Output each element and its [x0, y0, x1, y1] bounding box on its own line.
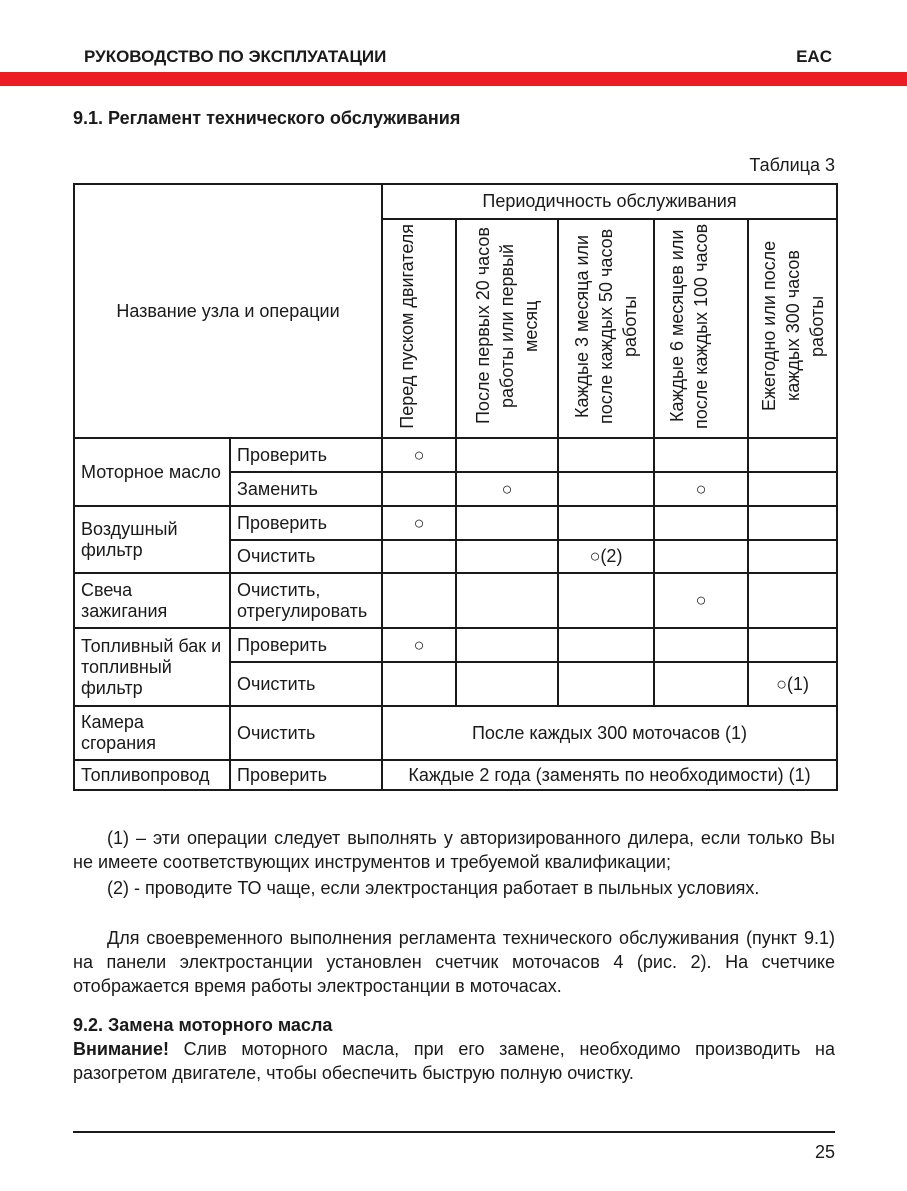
schedule-cell [382, 472, 456, 506]
unit-cell: Топливный бак и топливный фильтр [74, 628, 230, 706]
section-title-9-1: 9.1. Регламент технического обслуживания [73, 108, 461, 128]
warning-text: Слив моторного масла, при его замене, необходимо производить на разогретом двигателе, чтобы обеспечить быструю полную очистку. [73, 1039, 835, 1083]
period-header: После первых 20 часов работы или первый месяц [456, 219, 558, 438]
schedule-cell [654, 506, 748, 540]
eac-mark: EAC [796, 47, 832, 66]
schedule-cell [456, 628, 558, 662]
unit-cell: Свеча зажигания [74, 573, 230, 628]
table-row [74, 573, 837, 628]
unit-cell: Топливопровод [74, 760, 230, 790]
footer-rule [73, 1131, 835, 1133]
schedule-cell [654, 540, 748, 573]
schedule-cell: ○ [382, 506, 456, 540]
schedule-cell [558, 472, 654, 506]
header-red-bar [0, 72, 907, 86]
period-header: Ежегодно или после каждых 300 часов работы [748, 219, 837, 438]
operation-cell: Очистить, отрегулировать [230, 573, 382, 628]
header-name-cell: Название узла и операции [74, 184, 382, 438]
table-caption: Таблица 3 [749, 155, 835, 175]
schedule-cell [748, 573, 837, 628]
schedule-cell: ○ [654, 472, 748, 506]
warning-paragraph [73, 1037, 835, 1085]
operation-cell: Очистить [230, 540, 382, 573]
operation-cell: Проверить [230, 506, 382, 540]
schedule-cell: ○(1) [748, 662, 837, 706]
paragraph-counter: Для своевременного выполнения регламента технического обслуживания (пункт 9.1) на панели электростанции установлен счетчик моточасов 4 (рис. 2). На счетчике отображается время работы электростанции в моточасах. [73, 928, 835, 996]
header-period: Периодичность обслуживания [382, 184, 837, 219]
period-header: Каждые 3 месяца или после каждых 50 часов работы [558, 219, 654, 438]
schedule-cell [558, 662, 654, 706]
operation-cell: Очистить [230, 706, 382, 760]
period-header: Перед пуском двигателя [382, 219, 456, 438]
schedule-cell [382, 573, 456, 628]
schedule-cell [456, 506, 558, 540]
note-1: (1) – эти операции следует выполнять у авторизированного дилера, если только Вы не имеете соответствующих инструментов и требуемой квалификации; [73, 828, 835, 872]
unit-cell: Камера сгорания [74, 706, 230, 760]
operation-cell: Проверить [230, 628, 382, 662]
table-row [74, 760, 837, 790]
schedule-cell [748, 540, 837, 573]
operation-cell: Проверить [230, 760, 382, 790]
schedule-cell [456, 573, 558, 628]
table-row [74, 506, 837, 540]
section-title-9-2: 9.2. Замена моторного масла [73, 1015, 333, 1035]
operation-cell: Заменить [230, 472, 382, 506]
schedule-cell [558, 438, 654, 472]
table-row [74, 628, 837, 662]
schedule-cell: ○ [654, 573, 748, 628]
period-span-cell: Каждые 2 года (заменять по необходимости) (1) [382, 760, 837, 790]
schedule-cell [558, 628, 654, 662]
schedule-cell [654, 662, 748, 706]
schedule-cell [456, 540, 558, 573]
running-header-title: РУКОВОДСТВО ПО ЭКСПЛУАТАЦИИ [84, 47, 387, 66]
warning-label: Внимание! [73, 1039, 169, 1059]
page-number: 25 [814, 1142, 835, 1162]
schedule-cell [654, 628, 748, 662]
period-span-cell: После каждых 300 моточасов (1) [382, 706, 837, 760]
schedule-cell [456, 662, 558, 706]
schedule-cell [654, 438, 748, 472]
schedule-cell: ○ [456, 472, 558, 506]
schedule-cell: ○(2) [558, 540, 654, 573]
schedule-cell [456, 438, 558, 472]
schedule-cell: ○ [382, 438, 456, 472]
schedule-cell [748, 628, 837, 662]
period-header: Каждые 6 месяцев или после каждых 100 часов [654, 219, 748, 438]
note-2: (2) - проводите ТО чаще, если электростанция работает в пыльных условиях. [107, 878, 760, 898]
schedule-cell [558, 573, 654, 628]
schedule-cell [748, 472, 837, 506]
operation-cell: Проверить [230, 438, 382, 472]
unit-cell: Воздушный фильтр [74, 506, 230, 573]
schedule-cell [748, 506, 837, 540]
maintenance-table [73, 183, 838, 791]
schedule-cell [748, 438, 837, 472]
schedule-cell [558, 506, 654, 540]
table-row [74, 706, 837, 760]
schedule-cell: ○ [382, 628, 456, 662]
table-row [74, 438, 837, 472]
schedule-cell [382, 540, 456, 573]
schedule-cell [382, 662, 456, 706]
operation-cell: Очистить [230, 662, 382, 706]
unit-cell: Моторное масло [74, 438, 230, 506]
